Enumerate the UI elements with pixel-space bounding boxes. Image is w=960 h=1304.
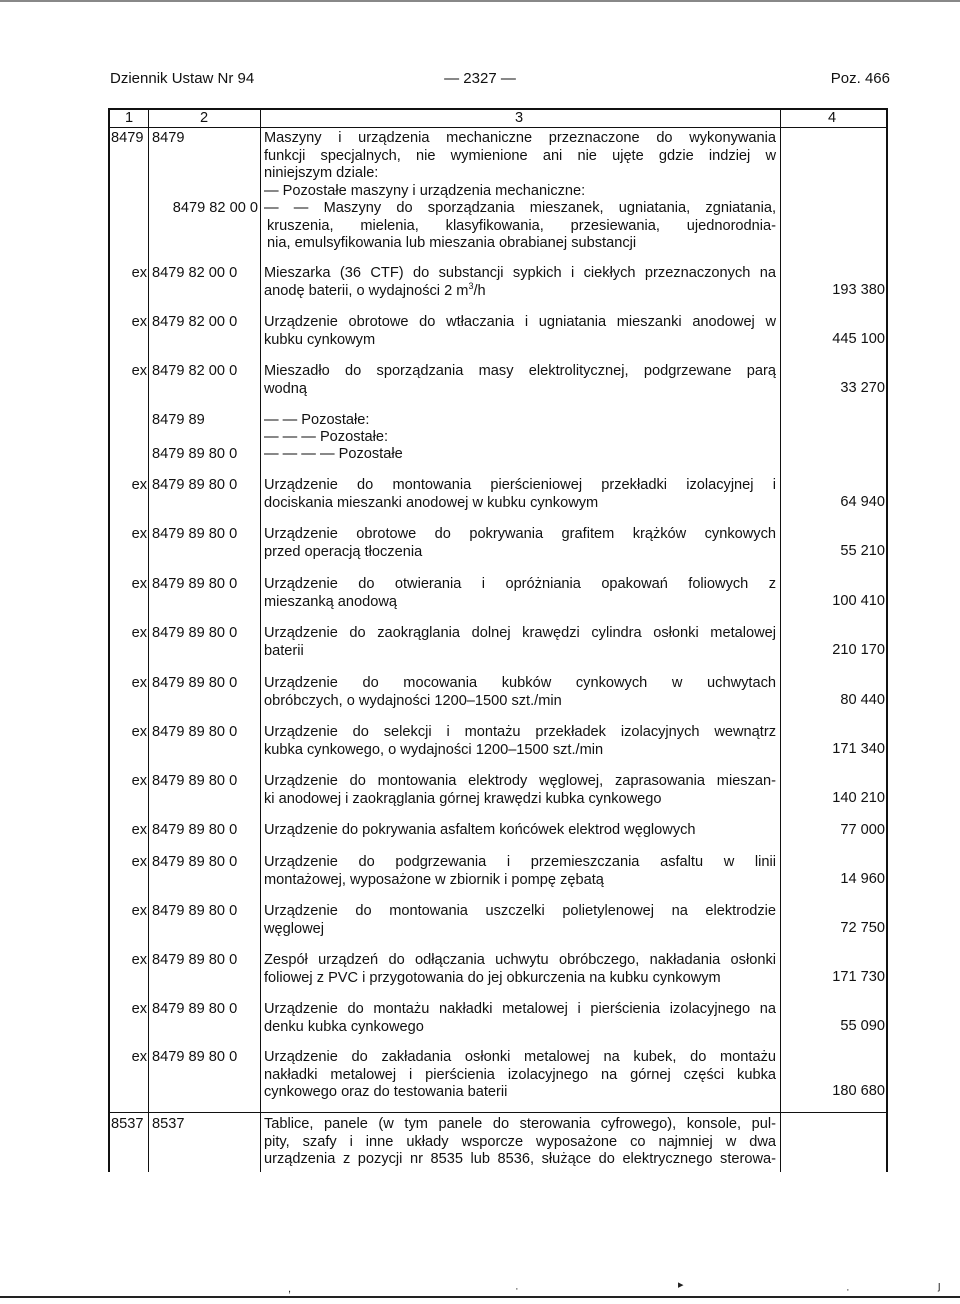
- description-line: Urządzenie obrotowe do wtłaczania i ugniatania mieszanki anodowej w: [264, 314, 776, 330]
- header-row-divider: [108, 127, 888, 128]
- subheading-code: 8479 82 00 0: [172, 200, 258, 216]
- cn-code: 8479 82 00 0: [152, 314, 238, 330]
- item-value: 210 170: [832, 642, 885, 658]
- item-description: [264, 773, 776, 808]
- description-line: kubka cynkowego, o wydajności 1200–1500 szt./min: [264, 741, 604, 758]
- description-line: Urządzenie do otwierania i opróżniania opakowań foliowych z: [264, 576, 776, 592]
- ex-marker: ex: [131, 724, 147, 740]
- item-value: 64 940: [840, 494, 885, 510]
- cn-code: 8479 89 80 0: [152, 675, 238, 691]
- cn-code: 8479 89 80 0: [152, 1049, 238, 1065]
- description-line: montażowej, wyposażone w zbiornik i pompę zębatą: [264, 871, 604, 888]
- description-line: Urządzenie do zaokrąglania dolnej krawędzi cylindra osłonki metalowej: [264, 625, 776, 641]
- description-line: Urządzenie do podgrzewania i przemieszczania asfaltu w linii: [264, 854, 776, 870]
- cn-code: 8479 89 80 0: [152, 903, 238, 919]
- cn-code: 8479 89: [152, 412, 205, 428]
- position-number: Poz. 466: [830, 70, 890, 87]
- ex-marker: ex: [131, 576, 147, 592]
- ex-marker: ex: [131, 854, 147, 870]
- cn-code: 8479 89 80 0: [152, 576, 238, 592]
- cn-code: 8479 89 80 0: [152, 1001, 238, 1017]
- description-line: wodną: [264, 380, 308, 397]
- description-line: węglowej: [264, 920, 325, 937]
- subheading-other-1: — — Pozostałe:: [264, 412, 370, 428]
- item-description: [264, 477, 776, 512]
- ex-marker: ex: [131, 363, 147, 379]
- item-description: [264, 265, 776, 300]
- item-description: [264, 822, 776, 840]
- scan-artifact: ·: [515, 1283, 519, 1295]
- scan-artifact: ,: [288, 1283, 292, 1295]
- page-number: — 2327 —: [444, 70, 516, 87]
- description-line: mieszanką anodową: [264, 593, 398, 610]
- column-header-4: 4: [828, 110, 837, 126]
- item-description: [264, 363, 776, 398]
- ex-marker: ex: [131, 903, 147, 919]
- superscript: 3: [468, 280, 474, 291]
- heading-description: [264, 1116, 776, 1169]
- heading-description: [264, 130, 776, 253]
- ex-marker: ex: [131, 1001, 147, 1017]
- cn-code: 8479 89 80 0: [152, 526, 238, 542]
- column-divider-2: [260, 108, 261, 1172]
- description-line: — Pozostałe maszyny i urządzenia mechaniczne:: [264, 182, 586, 199]
- subheading-other-2: — — — Pozostałe:: [264, 429, 389, 445]
- item-description: [264, 854, 776, 889]
- cn-code: 8479 82 00 0: [152, 363, 238, 379]
- journal-title: Dziennik Ustaw Nr 94: [110, 70, 255, 87]
- cn-code: 8479 89 80 0: [152, 477, 238, 493]
- heading-code-2: 8537: [152, 1116, 185, 1132]
- description-line: Zespół urządzeń do odłączania uchwytu obróbczego, nakładania osłonki: [264, 952, 776, 968]
- description-line: dociskania mieszanki anodowej w kubku cynkowym: [264, 494, 599, 511]
- description-line: kruszenia, mielenia, klasyfikowania, przesiewania, ujednorodnia-: [267, 217, 776, 234]
- item-description: [264, 1001, 776, 1036]
- item-description: [264, 724, 776, 759]
- item-description: [264, 1049, 776, 1102]
- item-description: [264, 576, 776, 611]
- ex-marker: ex: [131, 822, 147, 838]
- item-value: 55 210: [840, 543, 885, 559]
- cn-code: 8479 89 80 0: [152, 724, 238, 740]
- ex-marker: ex: [131, 477, 147, 493]
- description-line: niniejszym dziale:: [264, 165, 379, 181]
- item-description: [264, 675, 776, 710]
- ex-marker: ex: [131, 773, 147, 789]
- item-description: [264, 952, 776, 987]
- scan-artifact: ·: [846, 1284, 850, 1296]
- ex-marker: ex: [131, 952, 147, 968]
- description-line: nakładki metalowej i pierścienia izolacyjnego na górnej części kubka: [264, 1066, 776, 1083]
- description-text: /h: [473, 282, 486, 299]
- subheading-other-3: — — — — Pozostałe: [264, 446, 403, 462]
- cn-code: 8479 89 80 0: [152, 773, 238, 789]
- description-line: Maszyny i urządzenia mechaniczne przeznaczone do wykonywania: [264, 130, 776, 146]
- item-value: 193 380: [832, 282, 885, 298]
- description-line: funkcji specjalnych, nie wymienione ani nie ujęte gdzie indziej w: [264, 147, 776, 164]
- heading-code-2: 8479: [152, 130, 185, 146]
- description-line: Mieszadło do sporządzania masy elektrolitycznej, podgrzewane parą: [264, 363, 776, 379]
- item-value: 100 410: [832, 593, 885, 609]
- description-line: pity, szafy i inne układy wsporcze wyposażone co najmniej w dwa: [264, 1133, 776, 1150]
- cn-code: 8479 89 80 0: [152, 854, 238, 870]
- heading-code-1: 8479: [111, 130, 144, 146]
- description-line: Urządzenie do montażu nakładki metalowej i pierścienia izolacyjnego na: [264, 1001, 776, 1017]
- ex-marker: ex: [131, 1049, 147, 1065]
- ex-marker: ex: [131, 675, 147, 691]
- item-description: [264, 314, 776, 349]
- description-line: Urządzenie do montowania uszczelki polietylenowej na elektrodzie: [264, 903, 776, 919]
- description-line: urządzenia z pozycji nr 8535 lub 8536, służące do elektrycznego sterowa-: [264, 1151, 776, 1167]
- ex-marker: ex: [131, 625, 147, 641]
- ex-marker: ex: [131, 265, 147, 281]
- item-description: [264, 625, 776, 660]
- scan-edge-bottom: [0, 1296, 960, 1298]
- ex-marker: ex: [131, 526, 147, 542]
- description-text: anodę baterii, o wydajności 2 m: [264, 282, 469, 299]
- description-line: kubku cynkowym: [264, 331, 376, 348]
- item-value: 445 100: [832, 331, 885, 347]
- description-line: [264, 280, 776, 301]
- column-header-1: 1: [125, 110, 134, 126]
- description-line: nia, emulsyfikowania lub mieszania obrabianej substancji: [267, 235, 637, 251]
- column-divider-1: [148, 108, 149, 1172]
- description-line: Urządzenie do montowania elektrody węglowej, zaprasowania mieszan-: [264, 773, 776, 789]
- description-line: baterii: [264, 642, 304, 659]
- item-value: 77 000: [840, 822, 885, 838]
- scan-edge-top: [0, 0, 960, 2]
- description-line: Urządzenie do pokrywania asfaltem końcówek elektrod węglowych: [264, 822, 696, 838]
- cn-code: 8479 82 00 0: [152, 265, 238, 281]
- description-line: Urządzenie do mocowania kubków cynkowych w uchwytach: [264, 675, 776, 691]
- item-value: 55 090: [840, 1018, 885, 1034]
- scan-artifact: ▸: [678, 1279, 684, 1291]
- description-line: Urządzenie do selekcji i montażu przekładek izolacyjnych wewnątrz: [264, 724, 776, 740]
- cn-code: 8479 89 80 0: [152, 446, 238, 462]
- description-line: przed operacją tłoczenia: [264, 543, 423, 560]
- item-value: 171 340: [832, 741, 885, 757]
- column-header-2: 2: [200, 110, 209, 126]
- column-header-3: 3: [515, 110, 524, 126]
- item-value: 14 960: [840, 871, 885, 887]
- item-description: [264, 526, 776, 561]
- description-line: ki anodowej i zaokrąglania górnej krawędzi kubka cynkowego: [264, 790, 662, 807]
- description-line: Tablice, panele (w tym panele do sterowania cyfrowego), konsole, pul-: [264, 1116, 776, 1132]
- description-line: Urządzenie do montowania pierścieniowej przekładki izolacyjnej i: [264, 477, 776, 493]
- cn-code: 8479 89 80 0: [152, 952, 238, 968]
- column-divider-3: [780, 108, 781, 1172]
- cn-code: 8479 89 80 0: [152, 822, 238, 838]
- item-description: [264, 903, 776, 938]
- scan-artifact: ȷ: [938, 1280, 941, 1292]
- item-value: 80 440: [840, 692, 885, 708]
- section-divider: [108, 1112, 888, 1113]
- description-line: Urządzenie obrotowe do pokrywania grafitem krążków cynkowych: [264, 526, 776, 542]
- cn-code: 8479 89 80 0: [152, 625, 238, 641]
- ex-marker: ex: [131, 314, 147, 330]
- description-line: denku kubka cynkowego: [264, 1018, 424, 1035]
- item-value: 171 730: [832, 969, 885, 985]
- item-value: 140 210: [832, 790, 885, 806]
- description-line: cynkowego oraz do testowania baterii: [264, 1084, 508, 1100]
- item-value: 33 270: [840, 380, 885, 396]
- description-line: obróbczych, o wydajności 1200–1500 szt./min: [264, 692, 562, 709]
- item-value: 72 750: [840, 920, 885, 936]
- item-value: 180 680: [832, 1083, 885, 1099]
- description-line: foliowej z PVC i przygotowania do jej obkurczenia na kubku cynkowym: [264, 969, 721, 986]
- description-line: — — Maszyny do sporządzania mieszanek, ugniatania, zgniatania,: [264, 200, 776, 216]
- heading-code-1: 8537: [111, 1116, 144, 1132]
- description-line: Mieszarka (36 CTF) do substancji sypkich i ciekłych przeznaczonych na: [264, 265, 776, 281]
- description-line: Urządzenie do zakładania osłonki metalowej na kubek, do montażu: [264, 1049, 776, 1065]
